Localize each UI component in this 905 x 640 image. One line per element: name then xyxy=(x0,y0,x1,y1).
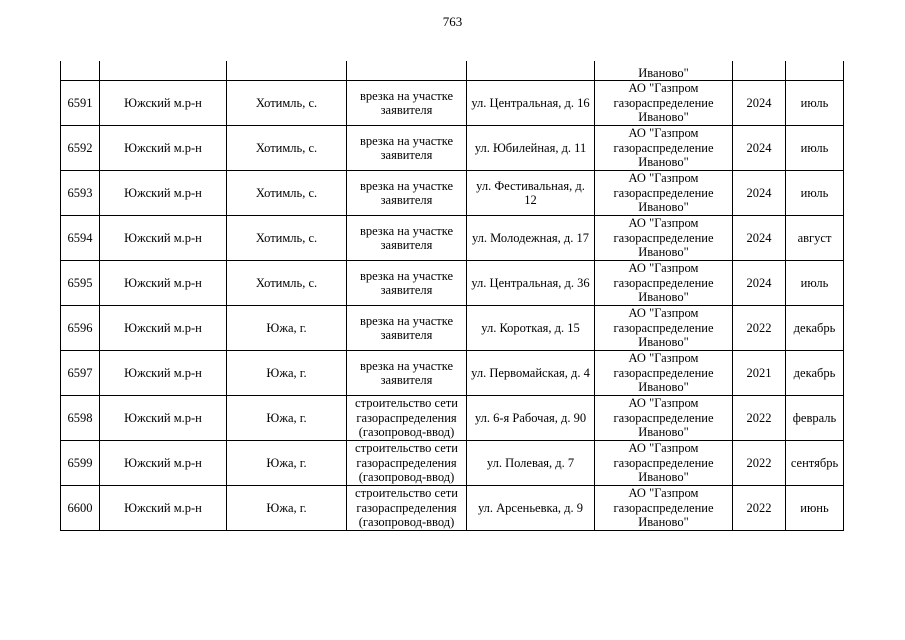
table-row xyxy=(61,396,844,441)
cell-organization: Иваново" xyxy=(595,61,733,81)
table-row xyxy=(61,216,844,261)
cell-settlement: Хотимль, с. xyxy=(227,81,347,126)
cell-work-type: врезка на участке заявителя xyxy=(347,261,467,306)
cell-settlement: Южа, г. xyxy=(227,441,347,486)
cell-month: июль xyxy=(786,81,844,126)
cell-work-type: строительство сети газораспределения (газопровод-ввод) xyxy=(347,486,467,531)
cell-address: ул. Фестивальная, д. 12 xyxy=(467,171,595,216)
cell-settlement: Хотимль, с. xyxy=(227,261,347,306)
cell-work-type: врезка на участке заявителя xyxy=(347,306,467,351)
cell-organization: АО "Газпром газораспределение Иваново" xyxy=(595,486,733,531)
cell-number: 6598 xyxy=(61,396,100,441)
cell-address xyxy=(467,61,595,81)
cell-settlement: Южа, г. xyxy=(227,486,347,531)
cell-year: 2022 xyxy=(733,396,786,441)
table-row xyxy=(61,351,844,396)
cell-work-type xyxy=(347,61,467,81)
cell-number: 6600 xyxy=(61,486,100,531)
table-row xyxy=(61,306,844,351)
cell-year: 2022 xyxy=(733,486,786,531)
cell-month: сентябрь xyxy=(786,441,844,486)
cell-organization: АО "Газпром газораспределение Иваново" xyxy=(595,81,733,126)
cell-organization: АО "Газпром газораспределение Иваново" xyxy=(595,351,733,396)
cell-district: Южский м.р-н xyxy=(100,441,227,486)
cell-address: ул. 6-я Рабочая, д. 90 xyxy=(467,396,595,441)
cell-year: 2024 xyxy=(733,261,786,306)
cell-district: Южский м.р-н xyxy=(100,81,227,126)
cell-district: Южский м.р-н xyxy=(100,126,227,171)
cell-year: 2021 xyxy=(733,351,786,396)
cell-address: ул. Короткая, д. 15 xyxy=(467,306,595,351)
cell-number: 6597 xyxy=(61,351,100,396)
cell-district: Южский м.р-н xyxy=(100,171,227,216)
cell-address: ул. Арсеньевка, д. 9 xyxy=(467,486,595,531)
cell-address: ул. Центральная, д. 16 xyxy=(467,81,595,126)
cell-number: 6596 xyxy=(61,306,100,351)
cell-organization: АО "Газпром газораспределение Иваново" xyxy=(595,171,733,216)
table-row xyxy=(61,261,844,306)
cell-month: июль xyxy=(786,126,844,171)
cell-number: 6591 xyxy=(61,81,100,126)
cell-settlement xyxy=(227,61,347,81)
table-row xyxy=(61,81,844,126)
cell-year: 2024 xyxy=(733,171,786,216)
cell-month: декабрь xyxy=(786,306,844,351)
cell-month: декабрь xyxy=(786,351,844,396)
cell-number: 6599 xyxy=(61,441,100,486)
cell-district: Южский м.р-н xyxy=(100,486,227,531)
cell-organization: АО "Газпром газораспределение Иваново" xyxy=(595,441,733,486)
cell-year: 2022 xyxy=(733,306,786,351)
cell-organization: АО "Газпром газораспределение Иваново" xyxy=(595,261,733,306)
cell-month: июль xyxy=(786,171,844,216)
cell-month: август xyxy=(786,216,844,261)
cell-organization: АО "Газпром газораспределение Иваново" xyxy=(595,396,733,441)
cell-work-type: врезка на участке заявителя xyxy=(347,351,467,396)
table-row xyxy=(61,486,844,531)
cell-district: Южский м.р-н xyxy=(100,351,227,396)
cell-year xyxy=(733,61,786,81)
cell-work-type: врезка на участке заявителя xyxy=(347,126,467,171)
cell-district: Южский м.р-н xyxy=(100,216,227,261)
cell-settlement: Южа, г. xyxy=(227,306,347,351)
cell-address: ул. Первомайская, д. 4 xyxy=(467,351,595,396)
cell-month xyxy=(786,61,844,81)
cell-settlement: Южа, г. xyxy=(227,396,347,441)
table-row xyxy=(61,126,844,171)
cell-district: Южский м.р-н xyxy=(100,261,227,306)
cell-address: ул. Полевая, д. 7 xyxy=(467,441,595,486)
cell-work-type: врезка на участке заявителя xyxy=(347,171,467,216)
cell-settlement: Хотимль, с. xyxy=(227,171,347,216)
page-number: 763 xyxy=(442,14,463,29)
cell-settlement: Хотимль, с. xyxy=(227,216,347,261)
cell-year: 2022 xyxy=(733,441,786,486)
cell-number xyxy=(61,61,100,81)
cell-work-type: строительство сети газораспределения (газопровод-ввод) xyxy=(347,441,467,486)
cell-work-type: строительство сети газораспределения (газопровод-ввод) xyxy=(347,396,467,441)
cell-month: июль xyxy=(786,261,844,306)
cell-organization: АО "Газпром газораспределение Иваново" xyxy=(595,306,733,351)
cell-address: ул. Юбилейная, д. 11 xyxy=(467,126,595,171)
cell-year: 2024 xyxy=(733,81,786,126)
cell-district: Южский м.р-н xyxy=(100,396,227,441)
cell-address: ул. Центральная, д. 36 xyxy=(467,261,595,306)
cell-organization: АО "Газпром газораспределение Иваново" xyxy=(595,216,733,261)
cell-settlement: Южа, г. xyxy=(227,351,347,396)
table-body xyxy=(61,61,844,531)
table-row xyxy=(61,441,844,486)
cell-organization: АО "Газпром газораспределение Иваново" xyxy=(595,126,733,171)
cell-number: 6592 xyxy=(61,126,100,171)
cell-work-type: врезка на участке заявителя xyxy=(347,81,467,126)
cell-settlement: Хотимль, с. xyxy=(227,126,347,171)
cell-year: 2024 xyxy=(733,126,786,171)
cell-number: 6594 xyxy=(61,216,100,261)
cell-year: 2024 xyxy=(733,216,786,261)
table-row xyxy=(61,171,844,216)
cell-month: июнь xyxy=(786,486,844,531)
cell-district: Южский м.р-н xyxy=(100,306,227,351)
cell-month: февраль xyxy=(786,396,844,441)
gasification-table xyxy=(60,61,844,531)
cell-work-type: врезка на участке заявителя xyxy=(347,216,467,261)
cell-district xyxy=(100,61,227,81)
cell-number: 6595 xyxy=(61,261,100,306)
cell-address: ул. Молодежная, д. 17 xyxy=(467,216,595,261)
continuation-row xyxy=(61,61,844,81)
cell-number: 6593 xyxy=(61,171,100,216)
